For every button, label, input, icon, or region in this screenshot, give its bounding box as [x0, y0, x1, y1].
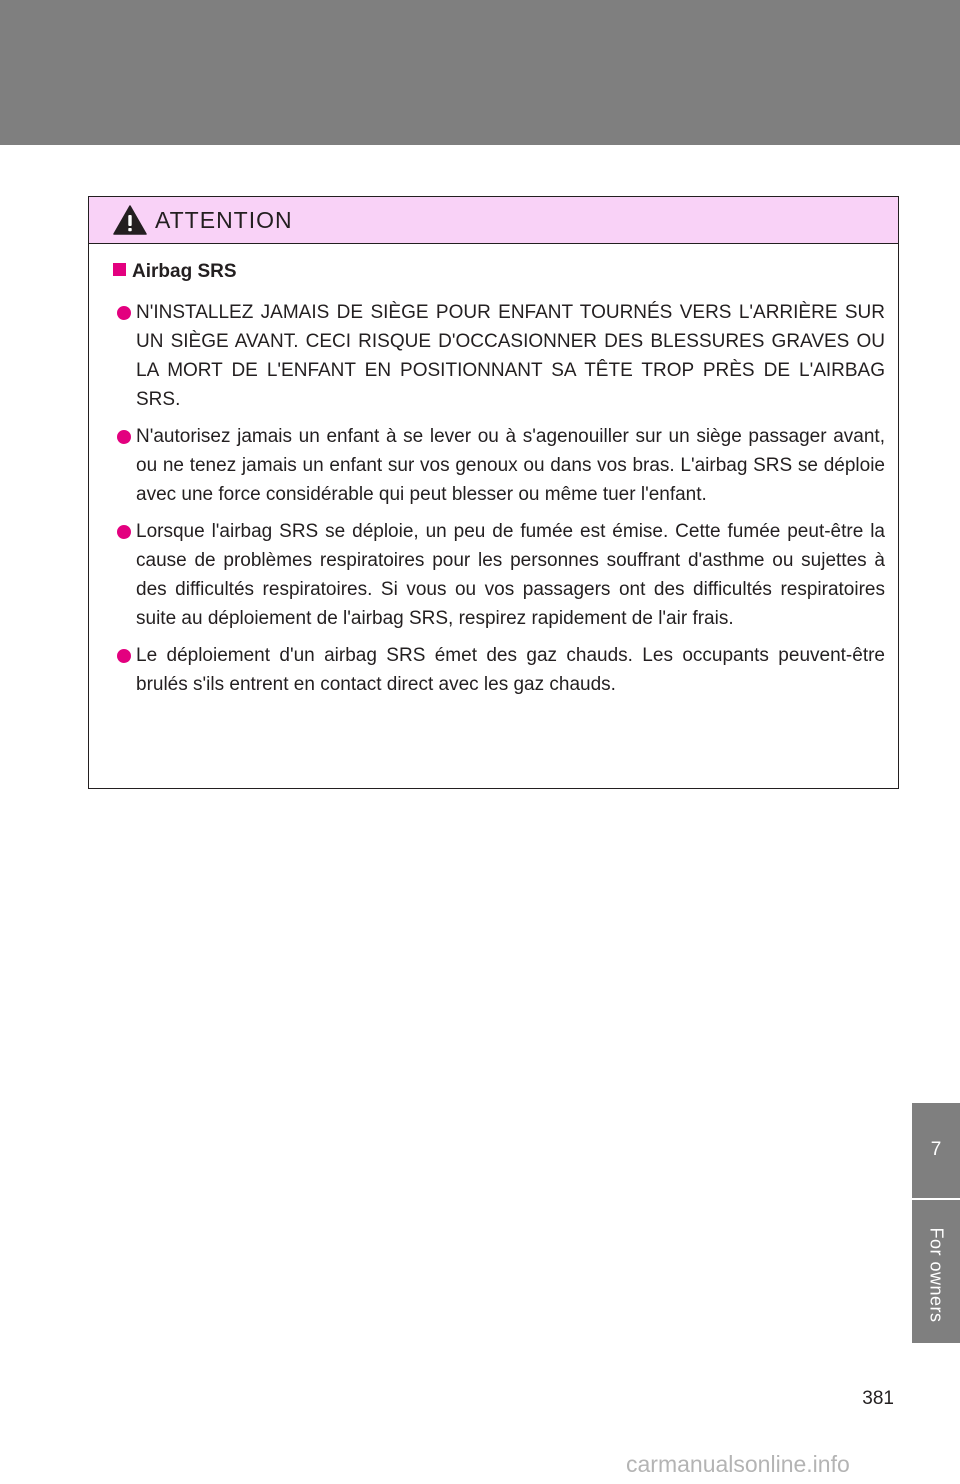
circle-bullet-icon	[117, 525, 131, 539]
attention-title: ATTENTION	[155, 207, 293, 233]
side-tab-divider	[912, 1198, 960, 1200]
attention-header	[89, 197, 898, 244]
circle-bullet-icon	[117, 306, 131, 320]
circle-bullet-icon	[117, 430, 131, 444]
attention-box	[88, 196, 899, 789]
chapter-number: 7	[930, 1139, 942, 1160]
bullet-text: Lorsque l'airbag SRS se déploie, un peu de fumée est émise. Cette fumée peut-être la cause de problèmes respiratoires pour les personnes souffrant d'asthme ou sujettes à des difficultés respiratoires. Si vous ou vos passagers ont des difficultés respiratoires suite au déploiement de l'airbag SRS, respirez rapidement de l'air frais.	[136, 521, 885, 629]
watermark: carmanualsonline.info	[626, 1451, 850, 1477]
page-number: 381	[862, 1388, 894, 1409]
top-header-band	[0, 0, 960, 145]
bullet-item	[113, 298, 885, 414]
bullet-item	[113, 422, 885, 509]
bullet-item	[113, 517, 885, 633]
bullet-text: Le déploiement d'un airbag SRS émet des gaz chauds. Les occupants peuvent-être brulés s'ils entrent en contact direct avec les gaz chauds.	[136, 645, 885, 695]
bullet-text: N'INSTALLEZ JAMAIS DE SIÈGE POUR ENFANT TOURNÉS VERS L'ARRIÈRE SUR UN SIÈGE AVANT. CECI RISQUE D'OCCASIONNER DES BLESSURES GRAVES OU LA MORT DE L'ENFANT EN POSITIONNANT SA TÊTE TROP PRÈS DE L'AIRBAG SRS.	[136, 302, 885, 410]
section-heading	[113, 259, 237, 285]
square-bullet-icon	[113, 263, 126, 276]
circle-bullet-icon	[117, 649, 131, 663]
bullet-text: N'autorisez jamais un enfant à se lever ou à s'agenouiller sur un siège passager avant, ou ne tenez jamais un enfant sur vos genoux ou dans vos bras. L'airbag SRS se déploie avec une force considérable qui peut blesser ou même tuer l'enfant.	[136, 426, 885, 505]
chapter-side-tab	[912, 1103, 960, 1343]
section-heading-label: Airbag SRS	[132, 261, 237, 282]
bullet-item	[113, 641, 885, 699]
warning-triangle-icon	[113, 205, 147, 235]
bullet-list	[113, 298, 885, 707]
chapter-label: For owners	[926, 1227, 947, 1323]
